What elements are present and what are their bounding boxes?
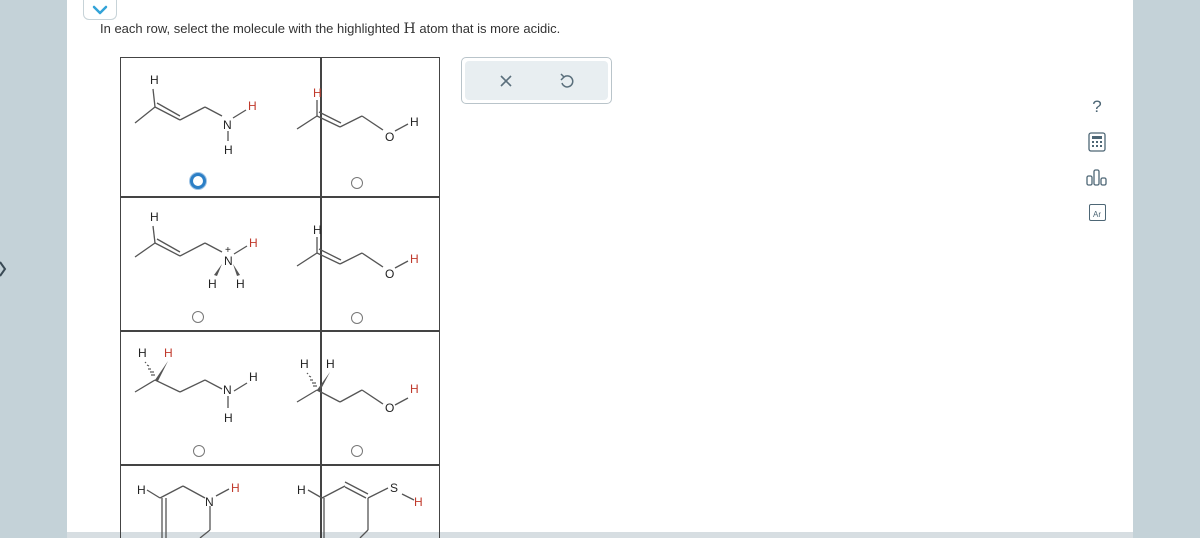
r3r-h-o: H [410, 382, 419, 396]
undo-icon [559, 73, 575, 89]
clear-button[interactable] [491, 66, 521, 96]
calculator-button[interactable] [1085, 130, 1109, 154]
radio-row3-left[interactable] [193, 445, 205, 457]
collapse-button[interactable] [83, 0, 117, 20]
r2l-top-h: H [150, 210, 159, 224]
periodic-table-button[interactable] [1085, 200, 1109, 224]
prompt-h-symbol: H [403, 21, 416, 37]
radio-row1-right[interactable] [351, 177, 363, 189]
answer-toolbox [461, 57, 612, 104]
undo-button[interactable] [552, 66, 582, 96]
r2r-o: O [385, 267, 395, 281]
r1l-h-red: H [248, 99, 257, 113]
r2l-h-left: H [208, 277, 217, 291]
left-edge-arrow[interactable] [0, 0, 7, 538]
radio-row3-right[interactable] [351, 445, 363, 457]
r3r-h-black: H [300, 357, 309, 371]
periodic-table-icon [1089, 204, 1106, 221]
r2l-plus: + [225, 245, 231, 256]
r4l-h: H [137, 483, 146, 497]
r4l-h-red: H [231, 481, 240, 495]
chevron-down-icon [92, 5, 108, 15]
periodic-table-label: Ar [1093, 209, 1101, 219]
grid-divider-row2 [121, 330, 439, 332]
molecule-grid [120, 57, 440, 538]
r2l-h-red: H [249, 236, 258, 250]
toolbox-inner [465, 61, 608, 100]
grid-divider-vertical [320, 58, 322, 538]
r3l-n: N [223, 383, 232, 397]
help-button[interactable] [1085, 95, 1109, 119]
prompt-text-after: atom that is more acidic. [415, 21, 561, 36]
r1l-top-h: H [150, 73, 159, 87]
r1l-n: N [223, 118, 232, 132]
grid-divider-row1 [121, 196, 439, 198]
x-icon [499, 74, 513, 88]
radio-row2-right[interactable] [351, 312, 363, 324]
calculator-icon [1088, 132, 1106, 152]
r2r-h-red: H [410, 252, 419, 266]
r1r-top-h: H [313, 86, 322, 100]
bar-chart-icon [1086, 168, 1108, 186]
question-prompt [100, 21, 560, 37]
prompt-text-before: In each row, select the molecule with the highlighted [100, 21, 404, 36]
r4r-h-red: H [414, 495, 423, 509]
r1r-o: O [385, 130, 395, 144]
side-toolbar [1082, 95, 1112, 224]
r4l-n: N [205, 495, 214, 509]
data-chart-button[interactable] [1085, 165, 1109, 189]
r2l-h-right: H [236, 277, 245, 291]
r1r-h: H [410, 115, 419, 129]
r2l-n: N [224, 254, 233, 268]
r2r-top-h: H [313, 223, 322, 237]
radio-row2-left[interactable] [192, 311, 204, 323]
r3l-h-black: H [138, 346, 147, 360]
r3r-h-red: H [326, 357, 335, 371]
r3r-o: O [385, 401, 395, 415]
r1l-h-below: H [224, 143, 233, 157]
r4r-h: H [297, 483, 306, 497]
help-icon: ? [1092, 97, 1102, 116]
r3l-h-below: H [224, 411, 233, 425]
r3l-h-red: H [164, 346, 173, 360]
grid-divider-row3 [121, 464, 439, 466]
r3l-h-n: H [249, 370, 258, 384]
radio-row1-left[interactable] [190, 173, 206, 189]
r4r-s: S [390, 481, 399, 495]
